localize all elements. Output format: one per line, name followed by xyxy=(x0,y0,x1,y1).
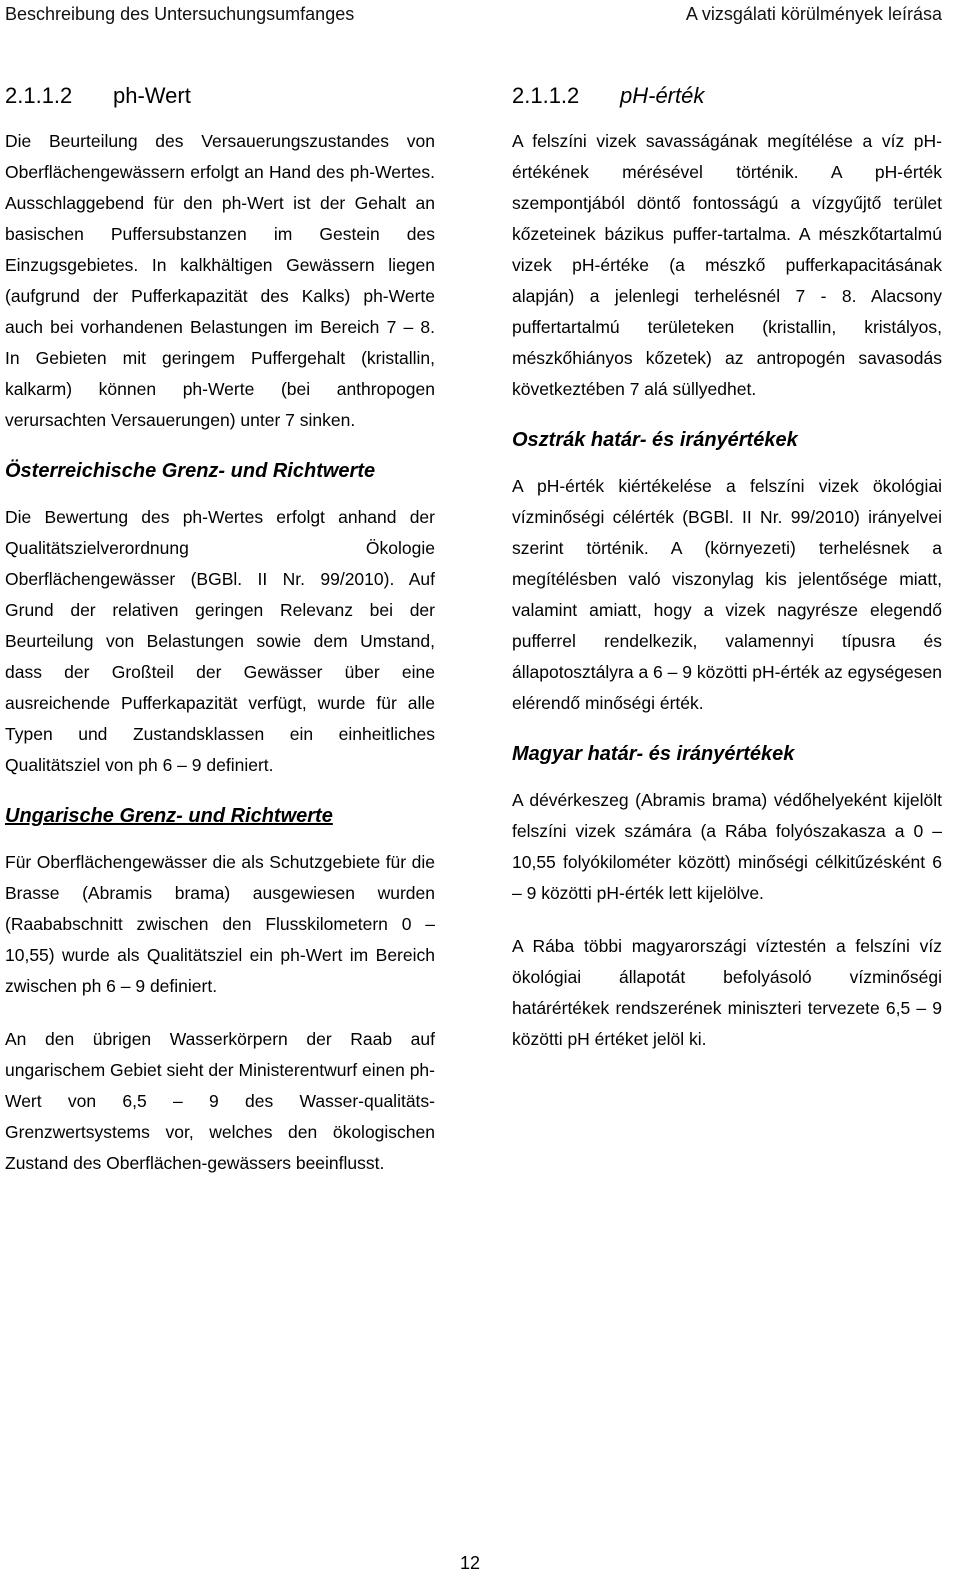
paragraph-hungarian-protected: Für Oberflächengewässer die als Schutzgebiete für die Brasse (Abramis brama) ausgewiesen wurden (Raababschnitt zwischen den Flusskilometern 0 – 10,55) wurde als Qualitätsziel ein ph-Wert im Bereich zwischen ph 6 – 9 definiert. xyxy=(5,852,435,996)
german-column xyxy=(5,82,435,1201)
hungarian-column xyxy=(512,82,942,1077)
section-heading-hu xyxy=(512,82,942,110)
section-title: pH-érték xyxy=(620,83,705,108)
subheading-austrian-limits: Osztrák határ- és irányértékek xyxy=(512,429,798,451)
subheading-hungarian-limits: Magyar határ- és irányértékek xyxy=(512,743,795,765)
paragraph-austrian-limits: Die Bewertung des ph-Wertes erfolgt anhand der Qualitätszielverordnung Ökologie Oberflächengewässer (BGBl. II Nr. 99/2010). Auf Grund der relativen geringen Relevanz bei der Beurteilung von Belastungen sowie dem Umstand, dass der Großteil der Gewässer über eine ausreichende Pufferkapazität verfügt, wurde für alle Typen und Zustandsklassen ein einheitliches Qualitätsziel von ph 6 – 9 definiert. xyxy=(5,507,435,775)
section-number: 2.1.1.2 xyxy=(5,83,73,108)
subheading-hungarian-limits: Ungarische Grenz- und Richtwerte xyxy=(5,805,333,827)
paragraph-austrian-limits: A pH-érték kiértékelése a felszíni vizek ökológiai vízminőségi célérték (BGBl. II Nr. 99/2010) irányelvei szerint történik. A (környezeti) terhelésnek a megítélésben való viszonylag kis jelentősége miatt, valamint amiatt, hogy a vizek nagyrésze elegendő pufferrel rendelkezik, valamennyi típusra és állapotosztályra a 6 – 9 közötti pH-érték az egységesen elérendő minőségi érték. xyxy=(512,476,942,713)
paragraph-hungarian-other: A Rába többi magyarországi víztestén a felszíni víz ökológiai állapotát befolyásoló vízminőségi határértékek rendszerének miniszteri tervezete 6,5 – 9 közötti pH értéket jelöl ki. xyxy=(512,936,942,1049)
subheading-austrian-limits: Österreichische Grenz- und Richtwerte xyxy=(5,460,376,482)
paragraph-ph-intro: A felszíni vizek savasságának megítélése a víz pH-értékének mérésével történik. A pH-érték szempontjából döntő fontosságú a vízgyűjtő terület kőzeteinek bázikus puffer-tartalma. A mészkőtartalmú vizek pH-értéke (a mészkő pufferkapacitásának alapján) a jelenlegi terhelésnél 7 - 8. Alacsony puffertartalmú területeken (kristallin, kristályos, mészkőhiányos kőzetek) az antropogén savasodás következtében 7 alá süllyedhet. xyxy=(512,131,942,399)
header-left-title: Beschreibung des Untersuchungsumfanges xyxy=(5,4,355,24)
section-heading-de xyxy=(5,82,435,110)
page-number: 12 xyxy=(459,1553,481,1573)
paragraph-hungarian-protected: A dévérkeszeg (Abramis brama) védőhelyeként kijelölt felszíni vizek számára (a Rába folyószakasza a 0 – 10,55 folyókilométer között) minőségi célkitűzésként 6 – 9 közötti pH-érték lett kijelölve. xyxy=(512,790,942,903)
section-number: 2.1.1.2 xyxy=(512,83,580,108)
section-title: ph-Wert xyxy=(113,83,191,108)
paragraph-ph-intro: Die Beurteilung des Versauerungszustandes von Oberflächengewässern erfolgt an Hand des ph-Wertes. Ausschlaggebend für den ph-Wert ist der Gehalt an basischen Puffersubstanzen im Gestein des Einzugsgebietes. In kalkhältigen Gewässern liegen (aufgrund der Pufferkapazität des Kalks) ph-Werte auch bei vorhandenen Belastungen im Bereich 7 – 8. In Gebieten mit geringem Puffergehalt (kristallin, kalkarm) können ph-Werte (bei anthropogen verursachten Versauerungen) unter 7 sinken. xyxy=(5,131,435,430)
paragraph-hungarian-other: An den übrigen Wasserkörpern der Raab auf ungarischem Gebiet sieht der Ministerentwurf einen ph-Wert von 6,5 – 9 des Wasser-qualitäts-Grenzwertsystems vor, welches den ökologischen Zustand des Oberflächen-gewässers beeinflusst. xyxy=(5,1029,435,1173)
header-right-title: A vizsgálati körülmények leírása xyxy=(685,4,942,24)
